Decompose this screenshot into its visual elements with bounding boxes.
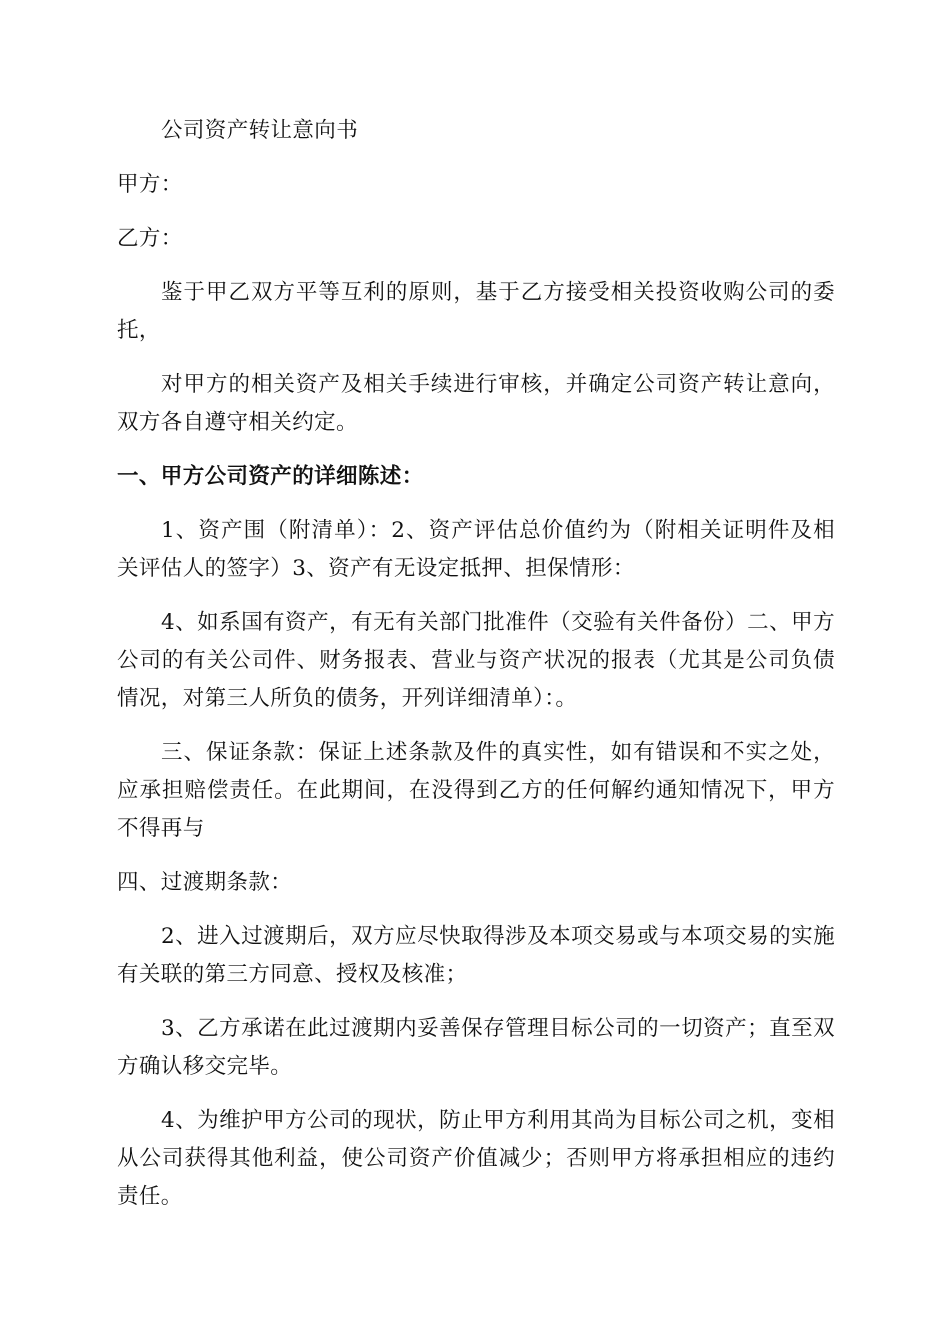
section-4-paragraph-2: 2、进入过渡期后，双方应尽快取得涉及本项交易或与本项交易的实施有关联的第三方同意、授权及核准； bbox=[117, 924, 835, 987]
section-1-paragraph-1: 1、资产围（附清单）：2、资产评估总价值约为（附相关证明件及相关评估人的签字）3、资产有无设定抵押、担保情形： bbox=[117, 518, 835, 581]
section-1-paragraph-2: 4、如系国有资产，有无有关部门批准件（交验有关件备份）二、甲方公司的有关公司件、财务报表、营业与资产状况的报表（尤其是公司负债情况，对第三人所负的债务，开列详细清单）：。 bbox=[117, 610, 835, 711]
section-4-heading: 四、过渡期条款： bbox=[117, 870, 293, 895]
party-a-label: 甲方： bbox=[117, 172, 183, 197]
section-3-paragraph: 三、保证条款：保证上述条款及件的真实性，如有错误和不实之处，应承担赔偿责任。在此期间，在没得到乙方的任何解约通知情况下，甲方不得再与 bbox=[117, 740, 835, 841]
preamble-paragraph-1: 鉴于甲乙双方平等互利的原则，基于乙方接受相关投资收购公司的委托， bbox=[117, 280, 835, 343]
section-4-paragraph-4: 4、为维护甲方公司的现状，防止甲方利用其尚为目标公司之机，变相从公司获得其他利益，使公司资产价值减少；否则甲方将承担相应的违约责任。 bbox=[117, 1108, 835, 1209]
preamble-paragraph-2: 对甲方的相关资产及相关手续进行审核，并确定公司资产转让意向，双方各自遵守相关约定。 bbox=[117, 372, 835, 435]
document-body bbox=[117, 112, 835, 1232]
section-1-heading: 一、甲方公司资产的详细陈述： bbox=[117, 464, 424, 489]
document-title: 公司资产转让意向书 bbox=[161, 118, 359, 143]
party-b-label: 乙方： bbox=[117, 226, 183, 251]
section-4-paragraph-3: 3、乙方承诺在此过渡期内妥善保存管理目标公司的一切资产；直至双方确认移交完毕。 bbox=[117, 1016, 835, 1079]
